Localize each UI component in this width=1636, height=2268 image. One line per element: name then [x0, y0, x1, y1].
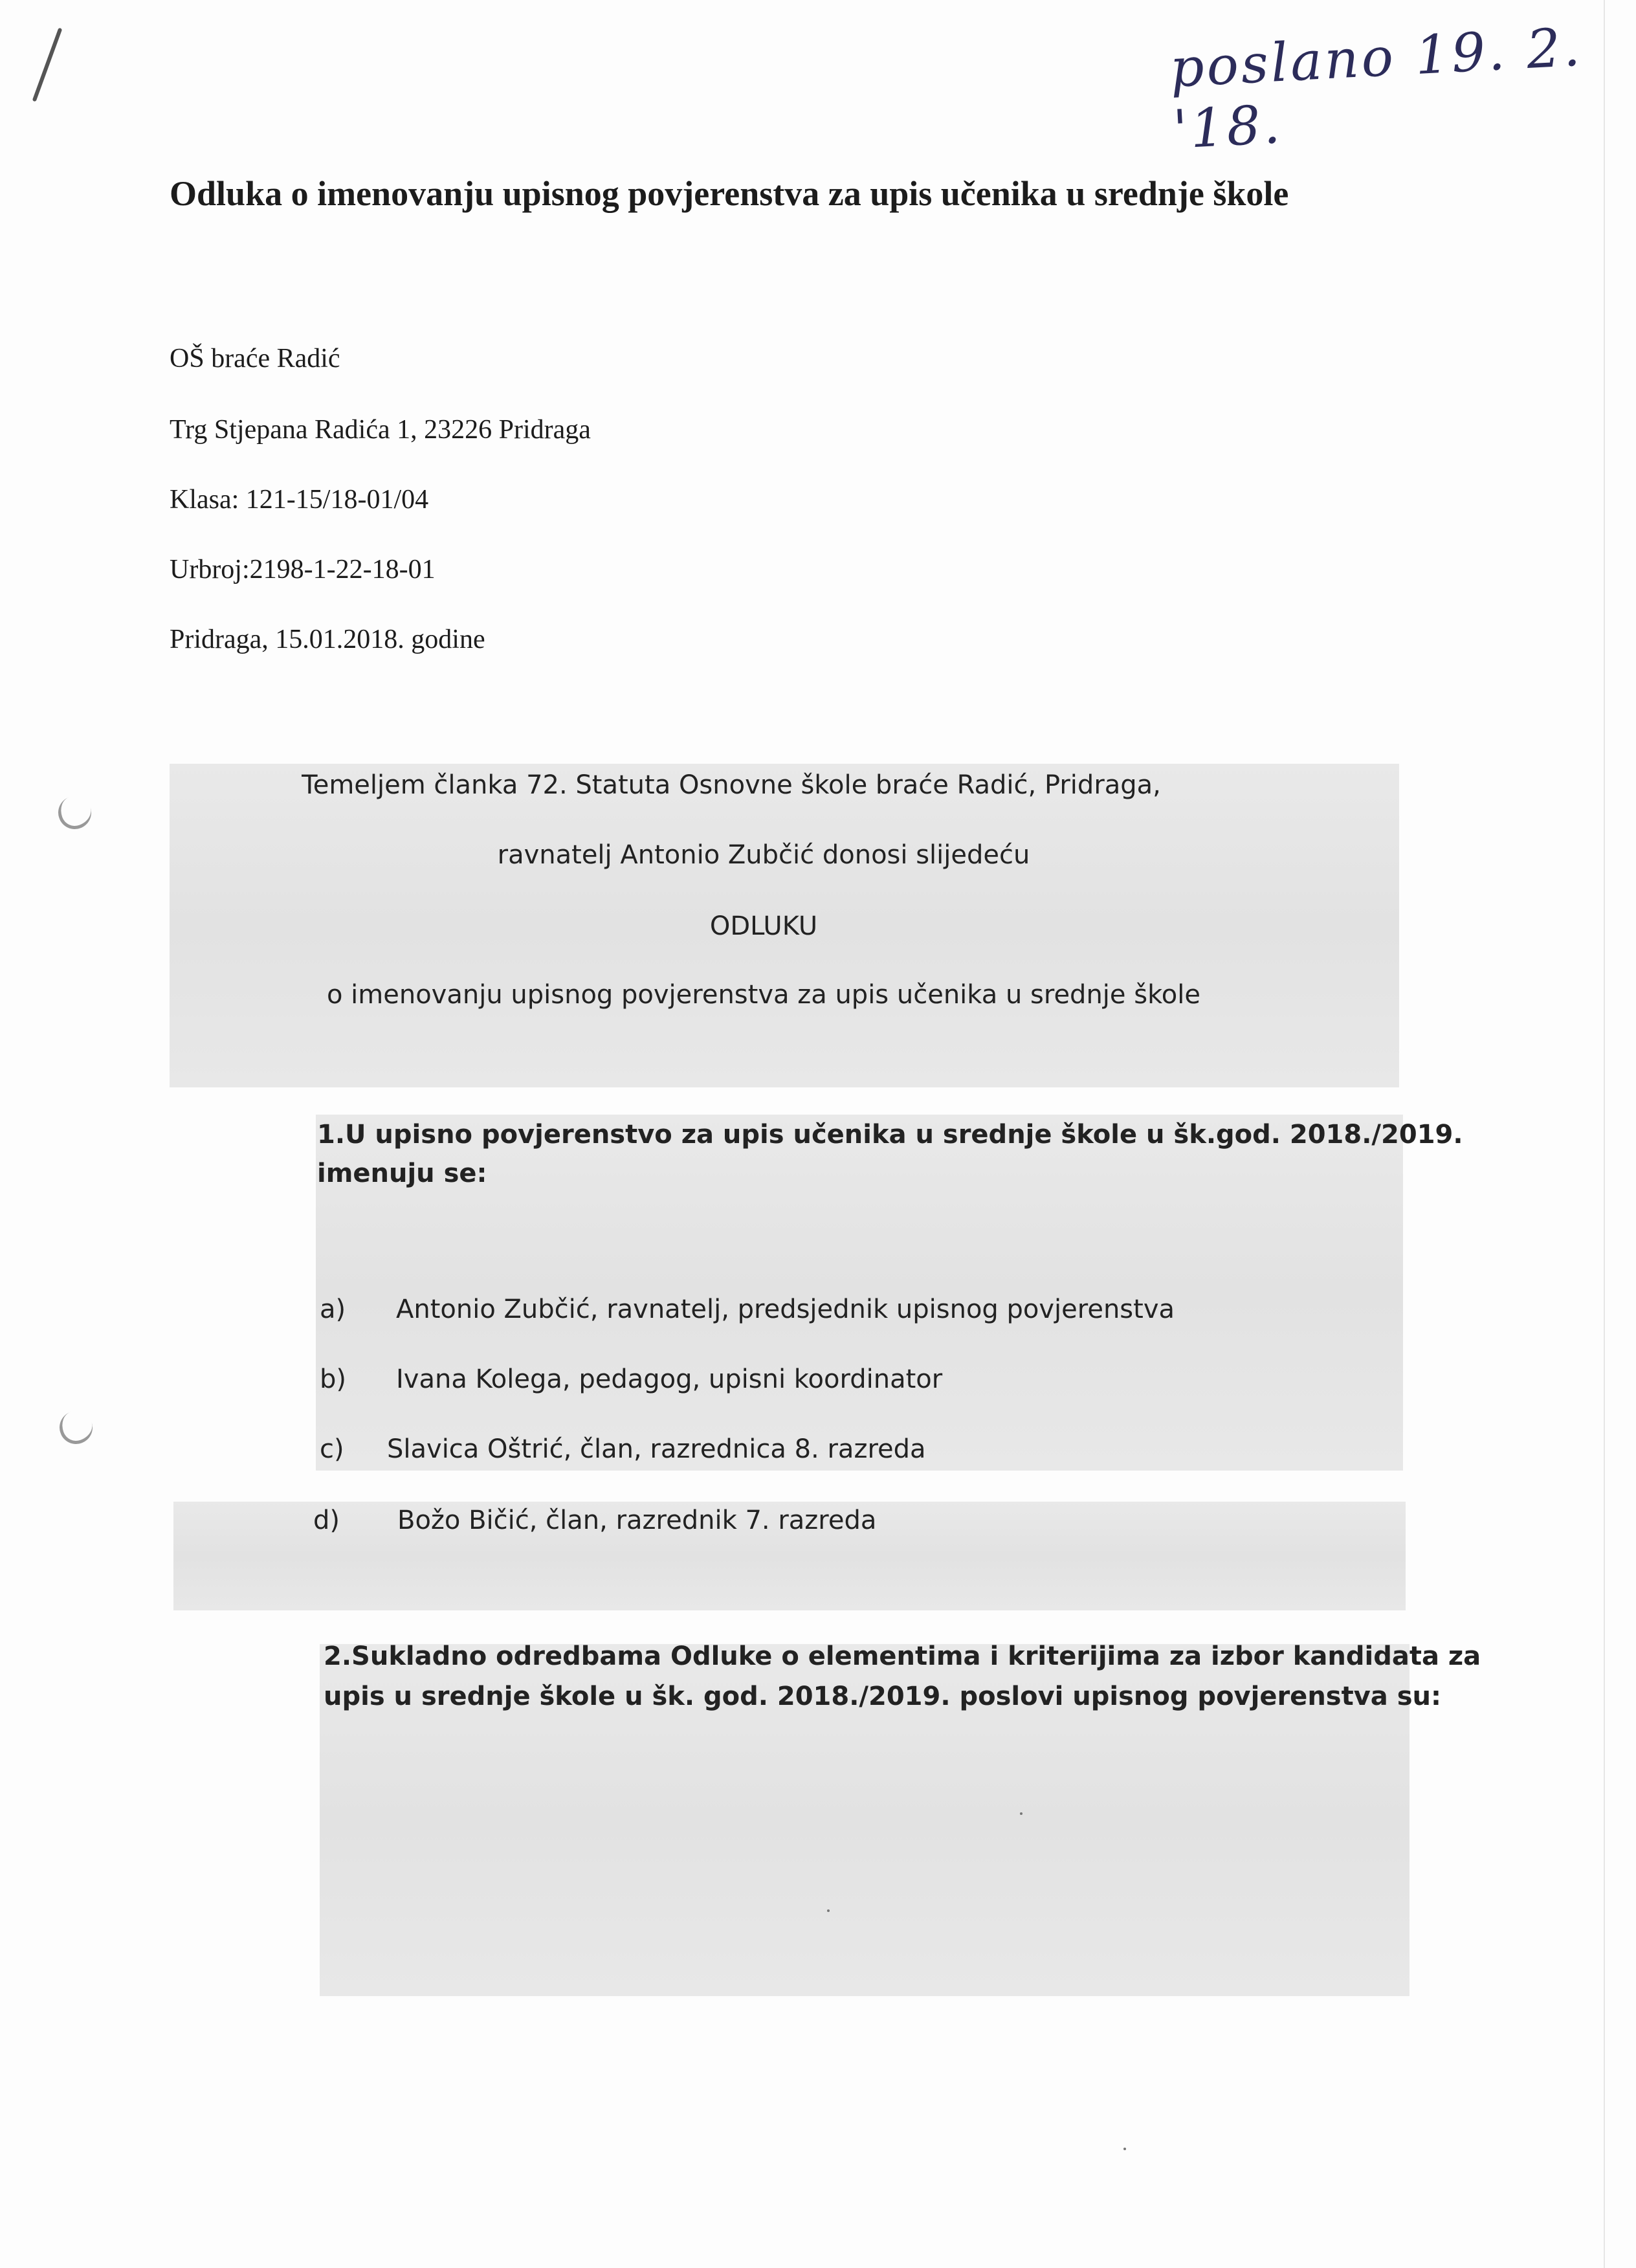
member-letter: b): [320, 1364, 346, 1394]
decision-heading: ODLUKU: [709, 911, 818, 941]
preamble-line-2: ravnatelj Antonio Zubčić donosi slijedeću: [497, 840, 1030, 870]
scan-speck: [827, 1909, 830, 1912]
handwritten-note: poslano 19. 2. '18.: [1168, 16, 1584, 161]
member-text: Ivana Kolega, pedagog, upisni koordinator: [396, 1364, 943, 1394]
punch-hole-mark: [55, 1406, 97, 1449]
scan-speck: [1123, 2148, 1126, 2150]
place-date: Pridraga, 15.01.2018. godine: [170, 625, 485, 654]
document-title: Odluka o imenovanju upisnog povjerenstva za upis učenika u srednje škole: [170, 174, 1289, 213]
member-text: Slavica Oštrić, član, razrednica 8. razreda: [387, 1434, 926, 1464]
member-text: Božo Bičić, član, razrednik 7. razreda: [397, 1506, 877, 1535]
section2-line-2: upis u srednje škole u šk. god. 2018./2019. poslovi upisnog povjerenstva su:: [324, 1682, 1441, 1711]
section1-line-1: 1.U upisno povjerenstvo za upis učenika u srednje škole u šk.god. 2018./2019.: [317, 1120, 1463, 1150]
handwritten-slash-mark: [32, 28, 63, 102]
member-text: Antonio Zubčić, ravnatelj, predsjednik upisnog povjerenstva: [396, 1295, 1175, 1324]
member-letter: c): [320, 1434, 344, 1464]
punch-hole-mark: [54, 792, 96, 834]
section1-line-2: imenuju se:: [317, 1159, 487, 1188]
page-edge: [1604, 0, 1605, 2268]
decision-subheading: o imenovanju upisnog povjerenstva za upis učenika u srednje škole: [326, 980, 1201, 1010]
scan-speck: [1020, 1812, 1022, 1815]
urbroj: Urbroj:2198-1-22-18-01: [170, 555, 436, 584]
klasa: Klasa: 121-15/18-01/04: [170, 485, 429, 515]
member-letter: d): [313, 1506, 340, 1535]
member-letter: a): [320, 1295, 346, 1324]
section2-line-1: 2.Sukladno odredbama Odluke o elementima i kriterijima za izbor kandidata za: [324, 1641, 1481, 1671]
school-address: Trg Stjepana Radića 1, 23226 Pridraga: [170, 415, 591, 445]
preamble-line-1: Temeljem članka 72. Statuta Osnovne škole braće Radić, Pridraga,: [302, 770, 1161, 800]
school-name: OŠ braće Radić: [170, 344, 340, 373]
